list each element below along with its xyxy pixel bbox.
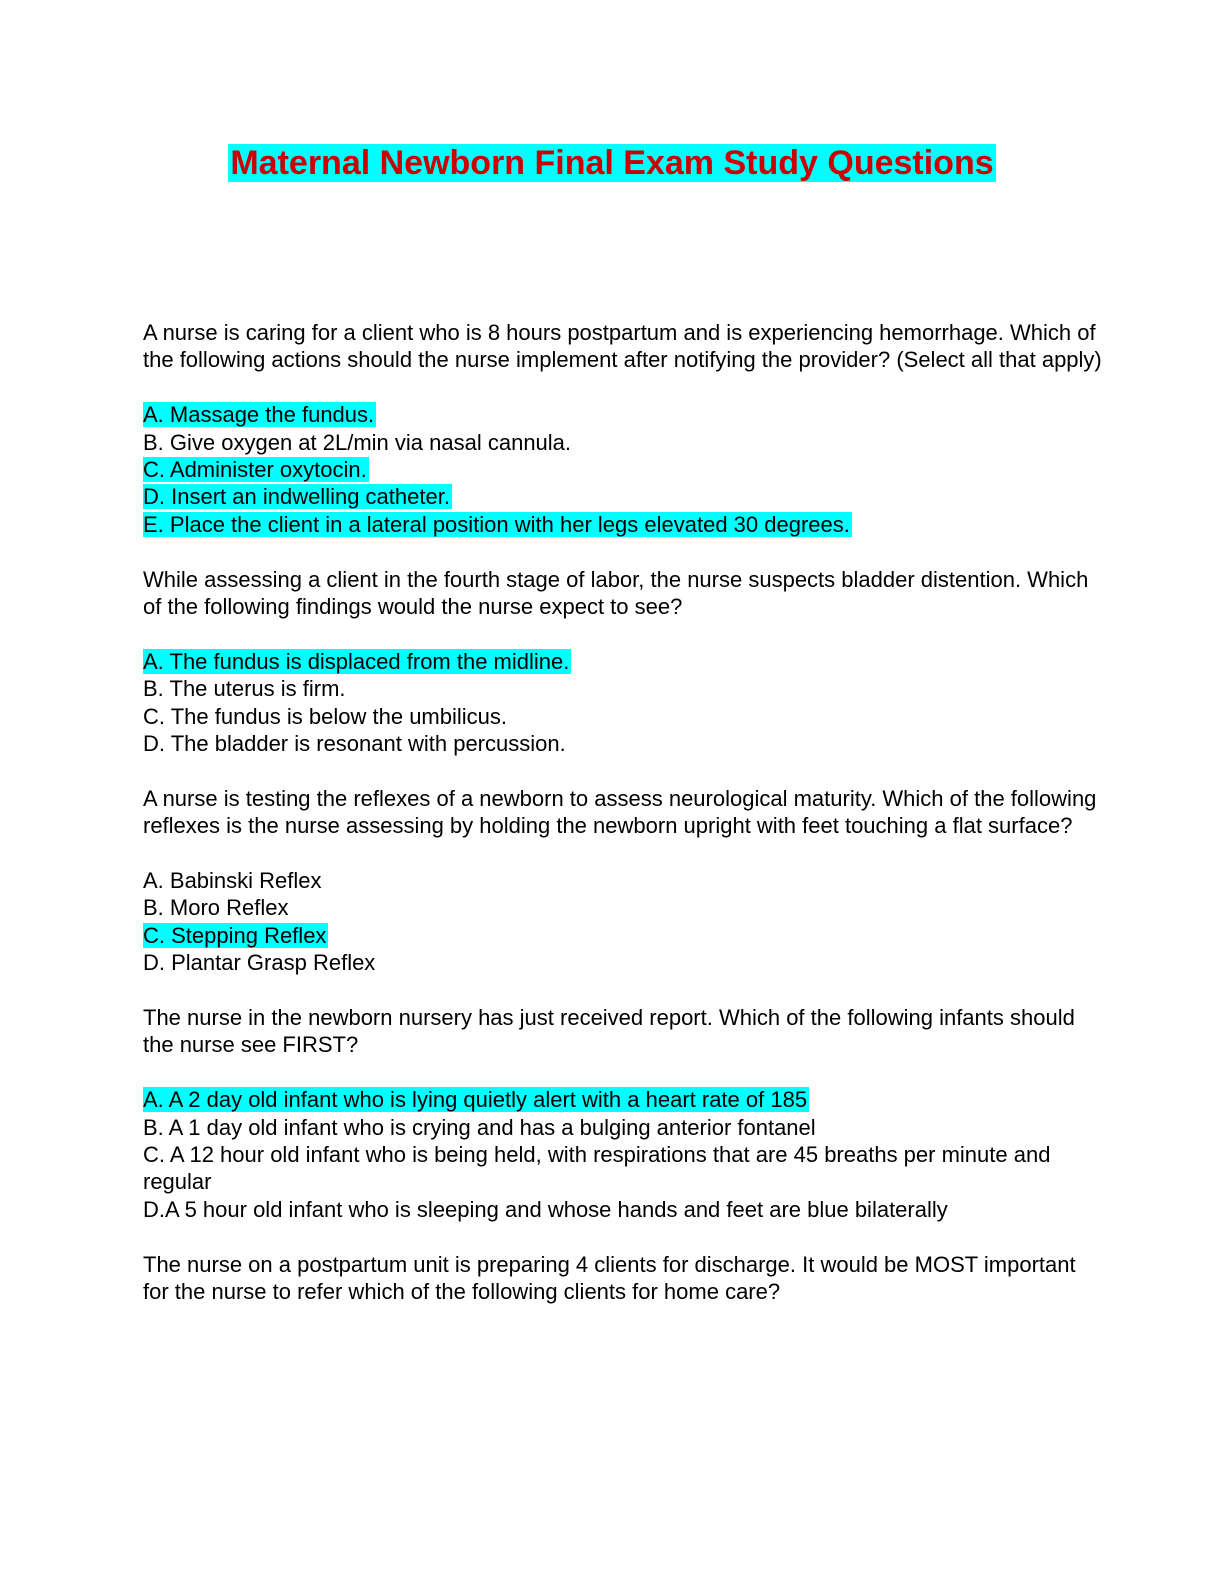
question-1-option-c: C. Administer oxytocin. <box>143 457 367 483</box>
question-2-option-c: C. The fundus is below the umbilicus. <box>143 703 507 729</box>
question-2-option-a: A. The fundus is displaced from the midline. <box>143 648 570 674</box>
question-1-option-a: A. Massage the fundus. <box>143 402 375 428</box>
question-2-option-b: B. The uterus is firm. <box>143 676 346 702</box>
question-3-option-c: C. Stepping Reflex <box>143 922 327 948</box>
question-4-option-d: D.A 5 hour old infant who is sleeping and whose hands and feet are blue bilaterally <box>143 1196 948 1222</box>
question-2-option-d: D. The bladder is resonant with percussion. <box>143 731 566 757</box>
question-3-options <box>143 867 1103 977</box>
question-4-option-b: B. A 1 day old infant who is crying and has a bulging anterior fontanel <box>143 1114 816 1140</box>
question-1-options <box>143 401 1103 538</box>
document-title <box>0 141 1224 185</box>
question-1-option-d: D. Insert an indwelling catheter. <box>143 484 450 510</box>
question-list <box>143 319 1103 1333</box>
document-title-text: Maternal Newborn Final Exam Study Questions <box>230 144 994 182</box>
question-1-text: A nurse is caring for a client who is 8 hours postpartum and is experiencing hemorrhage. Which of the following actions should the nurse implement after notifying the provider? (Select all that apply) <box>143 320 1102 373</box>
question-2-options <box>143 648 1103 758</box>
question-3-option-d: D. Plantar Grasp Reflex <box>143 950 376 976</box>
question-3-option-a: A. Babinski Reflex <box>143 868 322 894</box>
question-3-text: A nurse is testing the reflexes of a newborn to assess neurological maturity. Which of the following reflexes is the nurse assessing by holding the newborn upright with feet touching a flat surface? <box>143 785 1097 839</box>
question-4-option-c: C. A 12 hour old infant who is being held, with respirations that are 45 breaths per minute and regular <box>143 1142 1051 1195</box>
question-1-option-b: B. Give oxygen at 2L/min via nasal cannula. <box>143 429 572 455</box>
question-3-option-b: B. Moro Reflex <box>143 895 289 921</box>
question-2-text: While assessing a client in the fourth stage of labor, the nurse suspects bladder distention. Which of the following findings would the nurse expect to see? <box>143 566 1089 620</box>
question-4-options <box>143 1086 1103 1223</box>
question-5-text: The nurse on a postpartum unit is preparing 4 clients for discharge. It would be MOST important for the nurse to refer which of the following clients for home care? <box>143 1251 1076 1305</box>
question-4-option-a: A. A 2 day old infant who is lying quietly alert with a heart rate of 185 <box>143 1087 808 1113</box>
question-4-text: The nurse in the newborn nursery has just received report. Which of the following infants should the nurse see FIRST? <box>143 1005 1075 1058</box>
question-1-option-e: E. Place the client in a lateral position with her legs elevated 30 degrees. <box>143 511 850 537</box>
